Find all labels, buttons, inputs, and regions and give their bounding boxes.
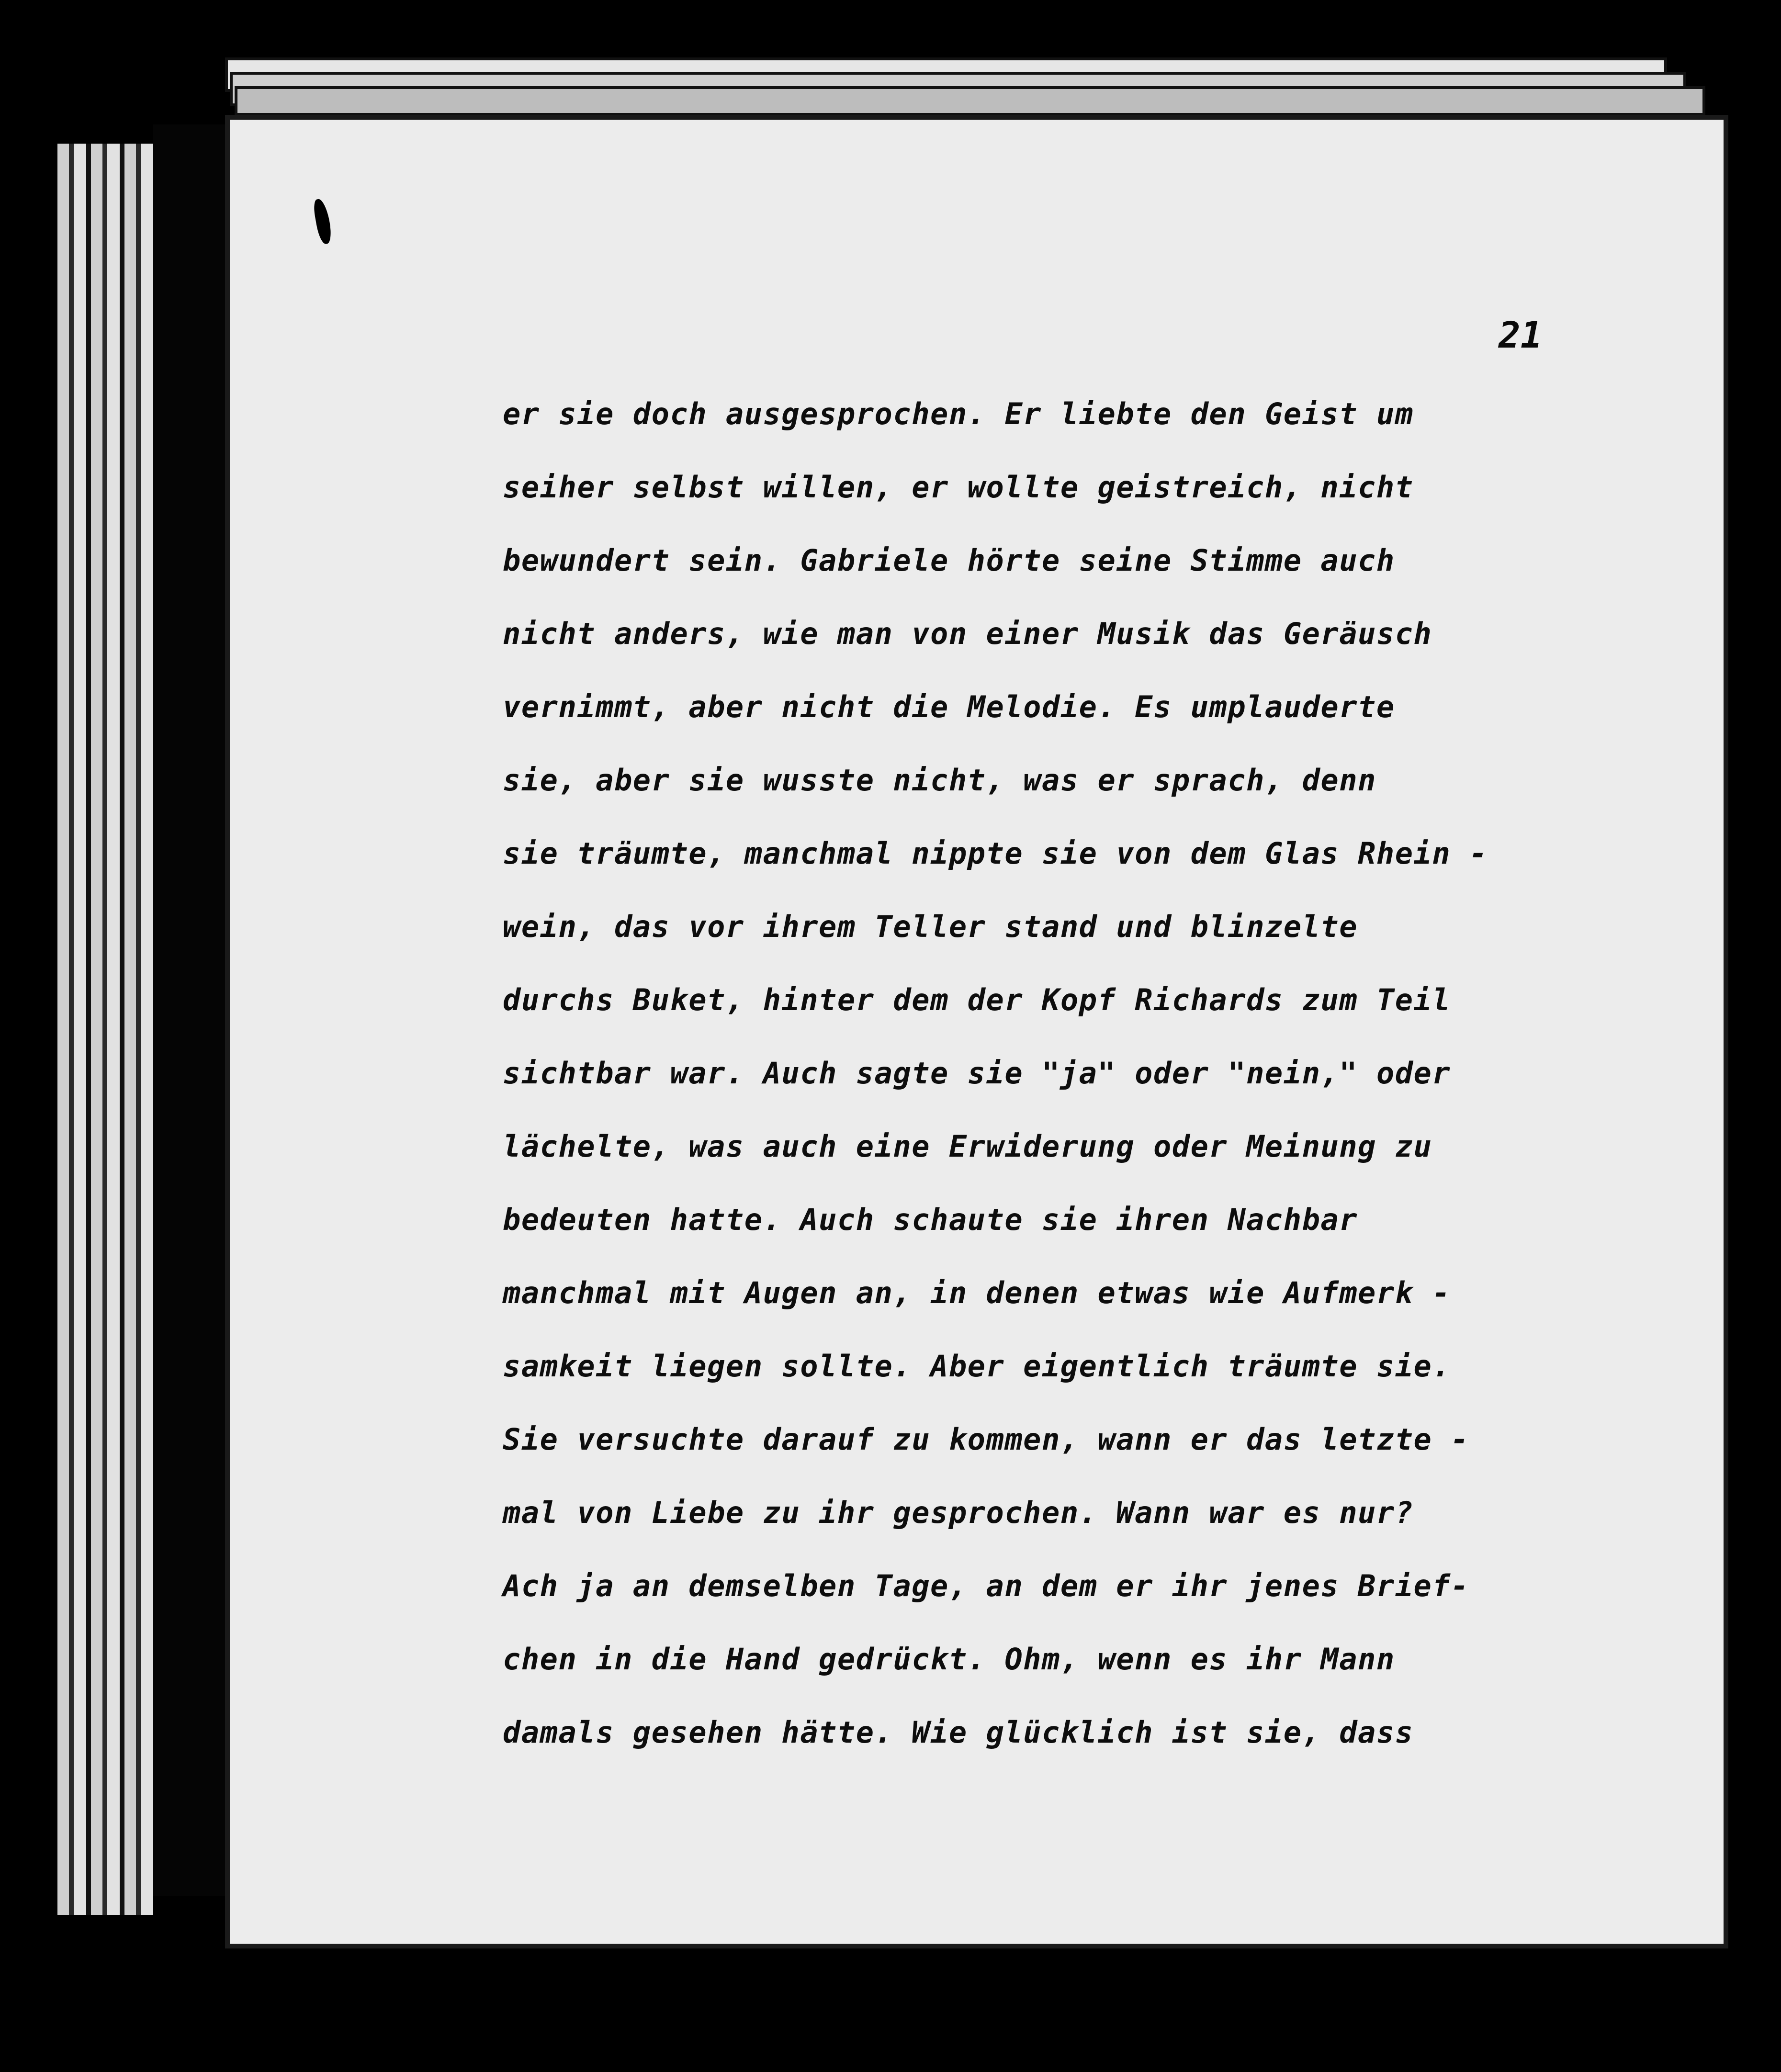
left-stacked-sheets bbox=[57, 144, 153, 1915]
text-line: sichtbar war. Auch sagte sie "ja" oder "nein," oder bbox=[503, 1056, 1451, 1091]
text-line: wein, das vor ihrem Teller stand und blinzelte bbox=[503, 909, 1358, 944]
text-line: durchs Buket, hinter dem der Kopf Richards zum Teil bbox=[503, 982, 1451, 1017]
text-line: sie träumte, manchmal nippte sie von dem Glas Rhein - bbox=[503, 836, 1488, 871]
text-line: Sie versuchte darauf zu kommen, wann er das letzte - bbox=[503, 1422, 1470, 1457]
page-number: 21 bbox=[1499, 314, 1543, 356]
text-line: damals gesehen hätte. Wie glücklich ist sie, dass bbox=[503, 1715, 1414, 1750]
text-line: er sie doch ausgesprochen. Er liebte den Geist um bbox=[503, 396, 1414, 431]
text-line: bedeuten hatte. Auch schaute sie ihren Nachbar bbox=[503, 1202, 1358, 1237]
text-line: sie, aber sie wusste nicht, was er sprach, denn bbox=[503, 763, 1376, 798]
page-body bbox=[503, 390, 1661, 1782]
text-line: bewundert sein. Gabriele hörte seine Stimme auch bbox=[503, 543, 1395, 578]
text-line: manchmal mit Augen an, in denen etwas wie Aufmerk - bbox=[503, 1275, 1451, 1310]
text-line: nicht anders, wie man von einer Musik das Geräusch bbox=[503, 616, 1432, 651]
text-line: samkeit liegen sollte. Aber eigentlich träumte sie. bbox=[503, 1349, 1451, 1384]
text-line: lächelte, was auch eine Erwiderung oder Meinung zu bbox=[503, 1129, 1432, 1164]
binding-shadow bbox=[153, 124, 230, 1896]
text-line: Ach ja an demselben Tage, an dem er ihr jenes Brief- bbox=[503, 1568, 1470, 1603]
text-line: mal von Liebe zu ihr gesprochen. Wann war es nur? bbox=[503, 1495, 1414, 1530]
text-line: vernimmt, aber nicht die Melodie. Es umplauderte bbox=[503, 689, 1395, 724]
text-line: chen in die Hand gedrückt. Ohm, wenn es ihr Mann bbox=[503, 1642, 1395, 1677]
text-line: seiher selbst willen, er wollte geistreich, nicht bbox=[503, 470, 1414, 505]
stacked-sheet-edge bbox=[235, 86, 1705, 116]
